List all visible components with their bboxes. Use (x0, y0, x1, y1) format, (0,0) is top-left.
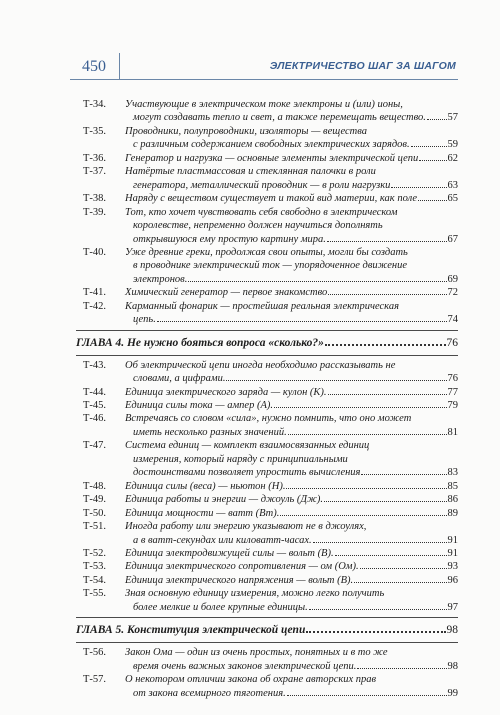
dot-leader (188, 281, 446, 282)
toc-line (0, 179, 500, 192)
toc-line (0, 386, 500, 399)
dot-leader (327, 241, 447, 242)
entry-title: словами, а цифрами. (133, 373, 226, 385)
dot-leader (419, 160, 446, 161)
entry-title: Химический генератор — первое знакомство (125, 287, 328, 299)
toc-line (0, 286, 500, 299)
entry-page: 86 (447, 494, 458, 506)
entry-text (125, 152, 458, 165)
entry-title: цепь. (133, 314, 156, 326)
entry-text (125, 560, 458, 573)
dot-leader (360, 568, 447, 569)
entry-text (133, 313, 458, 326)
toc-line (0, 273, 500, 286)
entry-page: 63 (447, 179, 458, 191)
entry-page: 93 (447, 561, 458, 573)
entry-title: Закон Ома — один из очень простых, понятных и в то же (125, 647, 388, 659)
entry-text (133, 660, 458, 673)
entry-title: О некотором отличии закона об охране авторских прав (125, 674, 377, 686)
entry-text (125, 386, 458, 399)
entry-title: Единица силы тока — ампер (А). (125, 400, 273, 411)
entry-title: Генератор и нагрузка — основные элементы электрической цепи (125, 152, 419, 164)
toc-line (0, 687, 500, 700)
chapter-page: 76 (446, 336, 458, 349)
entry-text (125, 192, 458, 205)
entry-text (125, 412, 458, 425)
entry-text (133, 534, 458, 547)
dot-leader (157, 321, 447, 322)
entry-title: время очень важных законов электрической цепи. (133, 660, 357, 672)
toc-line (0, 399, 500, 412)
entry-title: достоинствами позволяет упростить вычисления (133, 467, 361, 479)
toc-line (0, 125, 500, 138)
chapter-title: ГЛАВА 5. Конституция электрической цепи (76, 624, 306, 637)
dot-leader (324, 501, 447, 502)
entry-code: Т-51. (83, 521, 107, 533)
entry-title: Система единиц — комплект взаимосвязанных единиц (125, 440, 370, 452)
toc-line (0, 574, 500, 587)
entry-code: Т-55. (83, 588, 107, 600)
entry-title: могут создавать тепло и свет, а также перемещать вещество. (133, 112, 426, 124)
toc-line (0, 192, 500, 205)
entry-text (133, 601, 458, 614)
chapter-separator (76, 642, 458, 643)
entry-page: 85 (447, 480, 458, 492)
entry-page: 83 (447, 467, 458, 479)
entry-page: 74 (447, 314, 458, 326)
entry-code: Т-35. (83, 125, 107, 137)
entry-page: 89 (447, 507, 458, 519)
entry-title: в проводнике электрический ток — упорядоченное движение (133, 260, 408, 272)
chapter-title: ГЛАВА 4. Не нужно бояться вопроса «сколько?» (76, 336, 324, 349)
dot-leader (361, 474, 446, 475)
entry-title: королевстве, непременно должен научиться дополнять (133, 220, 383, 232)
entry-title: Единица силы (веса) — ньютон (Н). (125, 480, 286, 492)
toc-line (0, 673, 500, 686)
entry-title: Иногда работу или энергию указывают не в джоулях, (125, 521, 367, 533)
entry-code: Т-40. (83, 246, 107, 258)
entry-text (125, 520, 458, 533)
toc-line (0, 646, 500, 659)
entry-title: Участвующие в электрическом токе электроны и (или) ионы, (125, 99, 403, 110)
entry-title: Проводники, полупроводники, изоляторы — вещества (125, 125, 367, 137)
entry-title: Натёртые пластмассовая и стеклянная палочки в роли (125, 166, 376, 178)
entry-title: открывшуюся ему простую картину мира. (133, 233, 326, 245)
entry-title: Карманный фонарик — простейшая реальная электрическая (125, 300, 399, 312)
entry-title: измерения, который наряду с принципиальными (133, 453, 348, 465)
entry-page: 57 (447, 112, 458, 124)
entry-title: Единица электрического сопротивления — ом (Ом). (125, 561, 359, 573)
toc-line (0, 313, 500, 326)
dot-leader (328, 294, 446, 295)
entry-code: Т-54. (83, 574, 107, 586)
entry-text (133, 179, 458, 192)
entry-text (133, 426, 458, 439)
toc-line (0, 206, 500, 219)
chapter-separator (76, 617, 458, 618)
toc-line (0, 372, 500, 385)
dot-leader (226, 380, 446, 381)
toc-line (0, 587, 500, 600)
dot-leader (427, 119, 447, 120)
entry-page: 76 (447, 373, 458, 385)
toc-line (0, 493, 500, 506)
toc-line (0, 412, 500, 425)
entry-title: Единица работы и энергии — джоуль (Дж). (125, 494, 323, 506)
entry-title: от закона всемирного тяготения. (133, 687, 286, 699)
toc-line (0, 601, 500, 614)
entry-title: Единица электрического напряжения — вольт (В). (125, 574, 354, 586)
running-title: ЭЛЕКТРИЧЕСТВО ШАГ ЗА ШАГОМ (269, 60, 456, 72)
entry-text (125, 673, 458, 686)
entry-text (125, 125, 458, 138)
chapter-separator (76, 355, 458, 356)
dot-leader (411, 146, 447, 147)
dot-leader (335, 555, 447, 556)
entry-text (125, 574, 458, 587)
entry-text (125, 480, 458, 493)
entry-code: Т-36. (83, 152, 107, 164)
entry-text (125, 507, 458, 520)
entry-page: 62 (447, 152, 458, 164)
dot-leader (287, 695, 447, 696)
entry-title: более мелкие и более крупные единицы. (133, 601, 308, 613)
dot-leader (418, 200, 446, 201)
entry-page: 67 (447, 233, 458, 245)
dot-leader (306, 631, 445, 633)
entry-text (125, 300, 458, 313)
entry-page: 96 (447, 574, 458, 586)
entry-text (133, 111, 458, 124)
entry-title: Единица электродвижущей силы — вольт (В). (125, 547, 334, 559)
entry-code: Т-34. (83, 99, 107, 110)
entry-code: Т-49. (83, 494, 107, 506)
dot-leader (325, 344, 446, 346)
entry-page: 69 (447, 273, 458, 285)
entry-title: Об электрической цепи иногда необходимо рассказывать не (125, 359, 396, 371)
entry-text (125, 359, 458, 372)
entry-title: иметь несколько разных значений. (133, 426, 287, 438)
entry-page: 65 (447, 193, 458, 205)
entry-text (133, 138, 458, 151)
page-number: 450 (82, 58, 106, 75)
entry-page: 72 (447, 287, 458, 299)
entry-code: Т-56. (83, 647, 107, 659)
dot-leader (274, 407, 447, 408)
toc-line (0, 138, 500, 151)
toc-line (0, 152, 500, 165)
entry-code: Т-46. (83, 413, 107, 425)
entry-text (133, 466, 458, 479)
entry-page: 99 (447, 687, 458, 699)
entry-code: Т-39. (83, 206, 107, 218)
entry-text (125, 439, 458, 452)
entry-code: Т-50. (83, 507, 107, 519)
entry-code: Т-45. (83, 400, 107, 411)
entry-page: 91 (447, 547, 458, 559)
toc-line (0, 233, 500, 246)
entry-text (133, 259, 458, 272)
toc-line (0, 547, 500, 560)
entry-page: 98 (447, 660, 458, 672)
entry-title: Зная основную единицу измерения, можно легко получить (125, 588, 385, 600)
entry-title: электронов. (133, 273, 188, 285)
entry-title: Наряду с веществом существует и такой вид материи, как поле (125, 193, 418, 205)
dot-leader (354, 582, 446, 583)
chapter-page: 98 (446, 624, 458, 637)
toc-line (0, 165, 500, 178)
entry-page: 81 (447, 426, 458, 438)
dot-leader (286, 488, 446, 489)
dot-leader (280, 515, 446, 516)
chapter-separator (76, 330, 458, 331)
dot-leader (313, 542, 447, 543)
toc-line (0, 439, 500, 452)
entry-text (125, 587, 458, 600)
entry-code: Т-48. (83, 480, 107, 492)
chapter-heading (76, 622, 458, 638)
entry-text (125, 646, 458, 659)
entry-title: генератора, металлический проводник — в роли нагрузки (133, 179, 391, 191)
entry-page: 91 (447, 534, 458, 546)
entry-title: Единица электрического заряда — кулон (К). (125, 386, 327, 398)
entry-title: Единица мощности — ватт (Вт). (125, 507, 280, 519)
entry-title: Уже древние греки, продолжая свои опыты, могли бы создать (125, 246, 408, 258)
entry-code: Т-37. (83, 166, 107, 178)
entry-title: с различным содержанием свободных электрических зарядов. (133, 139, 410, 151)
entry-text (133, 372, 458, 385)
entry-title: а в ватт-секундах или киловатт-часах. (133, 534, 312, 546)
toc-line (0, 259, 500, 272)
entry-title: Тот, кто хочет чувствовать себя свободно в электрическом (125, 206, 398, 218)
toc-line (0, 466, 500, 479)
toc-line (0, 507, 500, 520)
dot-leader (288, 434, 447, 435)
entry-title: Встречаясь со словом «сила», нужно помнить, что оно может (125, 413, 412, 425)
entry-text (125, 547, 458, 560)
toc-line (0, 98, 500, 111)
toc-line (0, 453, 500, 466)
entry-page: 79 (447, 400, 458, 411)
entry-text (133, 273, 458, 286)
entry-code: Т-41. (83, 287, 107, 299)
toc-line (0, 560, 500, 573)
dot-leader (309, 609, 447, 610)
dot-leader (328, 394, 447, 395)
entry-text (133, 233, 458, 246)
dot-leader (391, 187, 446, 188)
entry-page: 97 (447, 601, 458, 613)
toc-line (0, 426, 500, 439)
entry-text (133, 453, 458, 466)
entry-text (125, 98, 458, 111)
chapter-heading (76, 335, 458, 351)
entry-text (133, 687, 458, 700)
toc-line (0, 534, 500, 547)
entry-text (125, 165, 458, 178)
entry-text (125, 246, 458, 259)
entry-code: Т-42. (83, 300, 107, 312)
toc-line (0, 219, 500, 232)
entry-code: Т-47. (83, 440, 107, 452)
entry-code: Т-53. (83, 561, 107, 573)
toc-line (0, 300, 500, 313)
entry-text (125, 399, 458, 412)
entry-text (133, 219, 458, 232)
toc-line (0, 660, 500, 673)
entry-code: Т-43. (83, 359, 107, 371)
entry-code: Т-44. (83, 386, 107, 398)
toc-line (0, 480, 500, 493)
dot-leader (357, 668, 446, 669)
entry-code: Т-57. (83, 674, 107, 686)
toc-line (0, 246, 500, 259)
entry-text (125, 286, 458, 299)
toc-line (0, 520, 500, 533)
entry-code: Т-52. (83, 547, 107, 559)
entry-text (125, 206, 458, 219)
entry-page: 77 (447, 386, 458, 398)
entry-page: 59 (447, 139, 458, 151)
entry-code: Т-38. (83, 193, 107, 205)
toc-line (0, 359, 500, 372)
toc-line (0, 111, 500, 124)
entry-text (125, 493, 458, 506)
